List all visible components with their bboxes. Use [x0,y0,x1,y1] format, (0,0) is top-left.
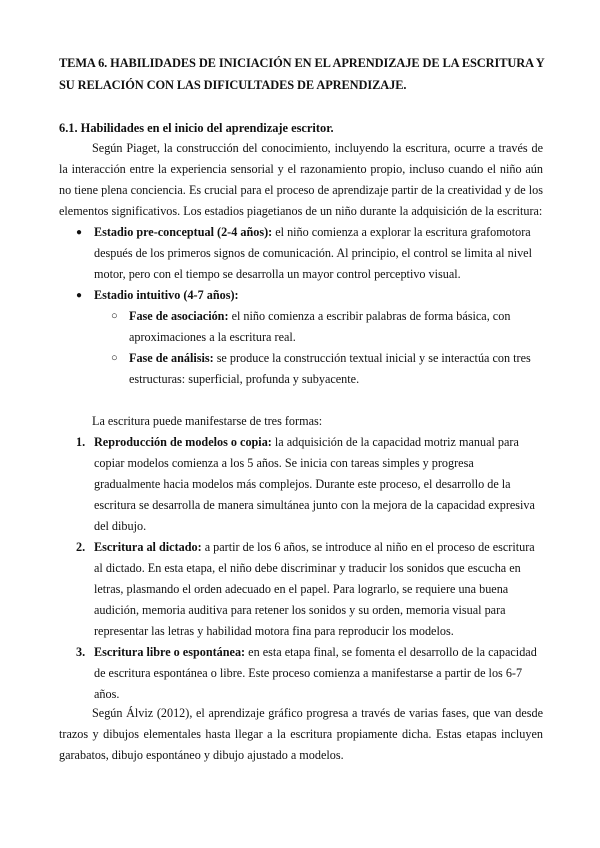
form-label: Reproducción de modelos o copia: [94,435,272,449]
list-item [59,642,543,705]
forms-list [59,432,543,705]
phase-label: Fase de asociación: [129,309,229,323]
list-item [59,285,543,306]
list-item [59,306,543,348]
list-item [59,432,543,537]
circle-bullet-icon: ○ [111,310,118,322]
circle-bullet-icon: ○ [111,352,118,364]
stage-label: Estadio pre-conceptual (2-4 años): [94,225,273,239]
intro-paragraph: Según Piaget, la construcción del conocimiento, incluyendo la escritura, ocurre a través de la interacción entre la experiencia sensorial y el razonamiento propio, incluso cuando el niño aún no tiene plena conciencia. Es crucial para el proceso de aprendizaje partir de la creatividad y de los elementos significativos. Los estadios piagetianos de un niño durante la adquisición de la escritura: [59,141,543,218]
phase-label: Fase de análisis: [129,351,214,365]
bullet-icon: ● [76,227,83,238]
phase-text: el niño comienza a escribir palabras de forma básica, con aproximaciones a la escritura real. [129,309,511,344]
section-heading: 6.1. Habilidades en el inicio del aprendizaje escritor. [59,121,334,135]
bullet-icon: ● [76,290,83,301]
item-number: 1. [76,435,86,449]
list-item [59,348,543,390]
form-label: Escritura al dictado: [94,540,202,554]
page-title: TEMA 6. HABILIDADES DE INICIACIÓN EN EL APRENDIZAJE DE LA ESCRITURA Y SU RELACIÓN CON LAS DIFICULTADES DE APRENDIZAJE. [59,56,545,92]
stages-list [59,222,543,390]
form-text: la adquisición de la capacidad motriz manual para copiar modelos comienza a los 5 años. Se inicia con tareas simples y progresa gradualmente hacia modelos más complejos. Durante este proceso, el desarrollo de la escritura se desarrolla de manera simultánea junto con la mejora de la capacidad expresiva del dibujo. [94,435,535,533]
stage-label: Estadio intuitivo (4-7 años): [94,288,239,302]
list-item [59,537,543,642]
item-number: 2. [76,540,86,554]
forms-intro: La escritura puede manifestarse de tres formas: [92,414,323,428]
stage-text: el niño comienza a explorar la escritura grafomotora después de los primeros signos de comunicación. Al principio, el control se limita al nivel motor, pero con el tiempo se desarrolla un mayor control perceptivo visual. [94,225,532,281]
form-label: Escritura libre o espontánea: [94,645,246,659]
phase-text: se produce la construcción textual inicial y se interactúa con tres estructuras: superficial, profunda y subyacente. [129,351,531,386]
form-text: a partir de los 6 años, se introduce al niño en el proceso de escritura al dictado. En esta etapa, el niño debe discriminar y traducir los sonidos que escucha en letras, plasmando el orden adecuado en el papel. Para lograrlo, se requiere una buena audición, memoria auditiva para retener los sonidos y su orden, memoria visual para representar las letras y habilidad motora fina para reproducir los modelos. [94,540,535,638]
closing-paragraph: Según Álviz (2012), el aprendizaje gráfico progresa a través de varias fases, que van desde trazos y dibujos elementales hasta llegar a la escritura propiamente dicha. Estas etapas incluyen garabatos, dibujo espontáneo y dibujo ajustado a modelos. [59,706,543,762]
item-number: 3. [76,645,86,659]
list-item [59,222,543,285]
form-text: en esta etapa final, se fomenta el desarrollo de la capacidad de escritura espontánea o libre. Este proceso comienza a manifestarse a partir de los 6-7 años. [94,645,537,701]
